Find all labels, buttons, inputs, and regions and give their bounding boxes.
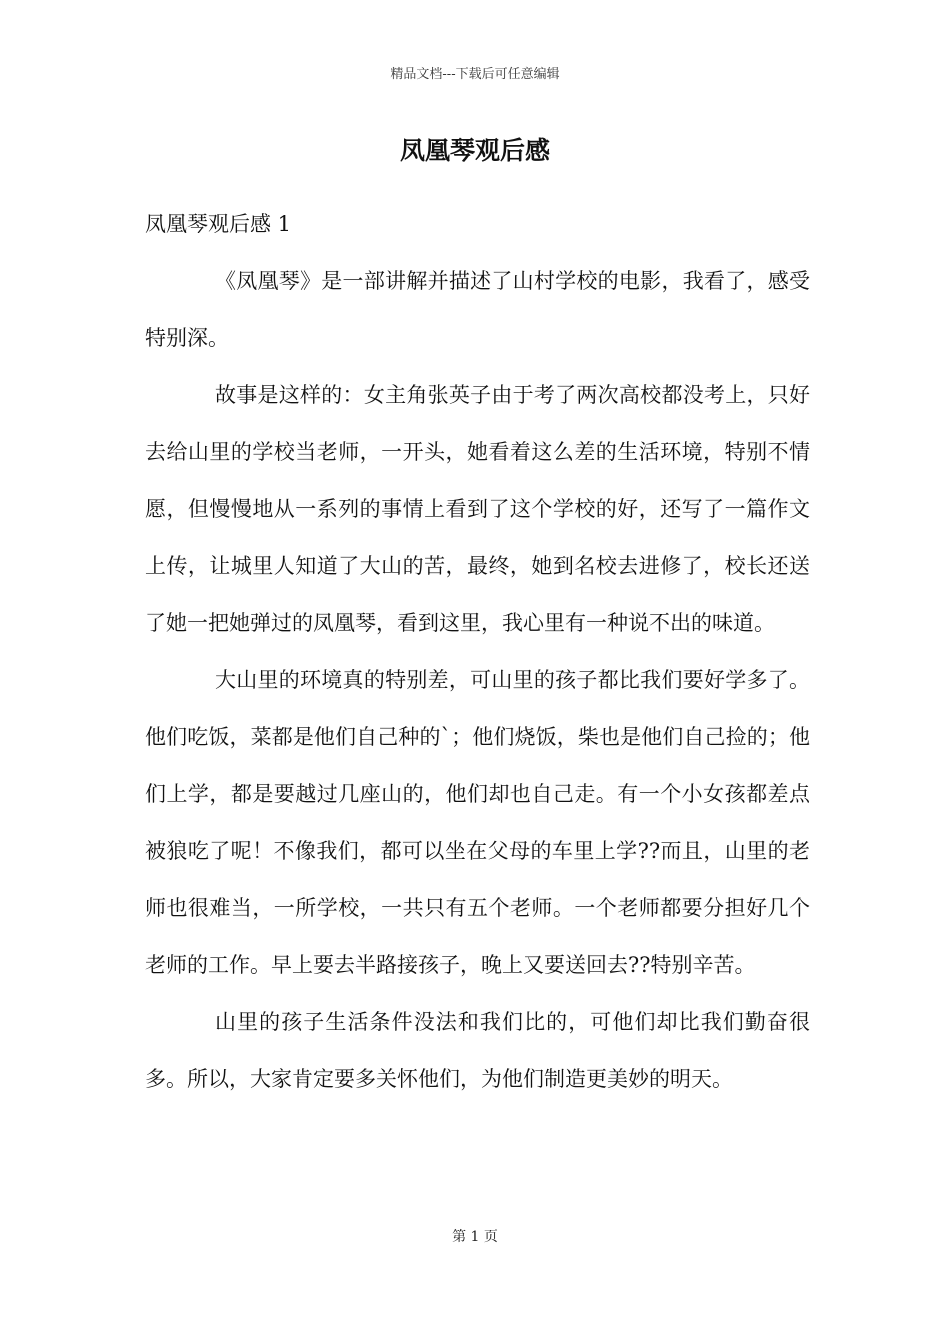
paragraph-4: 山里的孩子生活条件没法和我们比的，可他们却比我们勤奋很多。所以，大家肯定要多关怀他们，为他们制造更美妙的明天。: [145, 1010, 810, 1091]
header-note: 精品文档---下载后可任意编辑: [390, 67, 560, 82]
page-number: 第 1 页: [452, 1229, 498, 1245]
paragraph-3: 大山里的环境真的特别差，可山里的孩子都比我们要好学多了。他们吃饭，菜都是他们自己种的`；他们烧饭，柴也是他们自己捡的；他们上学，都是要越过几座山的，他们却也自己走。有一个小女孩都差点被狼吃了呢！不像我们，都可以坐在父母的车里上学??而且，山里的老师也很难当，一所学校，一共只有五个老师。一个老师都要分担好几个老师的工作。早上要去半路接孩子，晚上又要送回去??特别辛苦。: [145, 668, 810, 977]
section-heading: 凤凰琴观后感 1: [145, 212, 292, 236]
paragraph-1: 《凤凰琴》是一部讲解并描述了山村学校的电影，我看了，感受特别深。: [145, 269, 810, 350]
paragraph-2: 故事是这样的：女主角张英子由于考了两次高校都没考上，只好去给山里的学校当老师，一开头，她看着这么差的生活环境，特别不情愿，但慢慢地从一系列的事情上看到了这个学校的好，还写了一篇作文上传，让城里人知道了大山的苦，最终，她到名校去进修了，校长还送了她一把她弹过的凤凰琴，看到这里，我心里有一种说不出的味道。: [145, 383, 810, 635]
document-title: 凤凰琴观后感: [399, 136, 550, 165]
document-body: [145, 196, 810, 1108]
